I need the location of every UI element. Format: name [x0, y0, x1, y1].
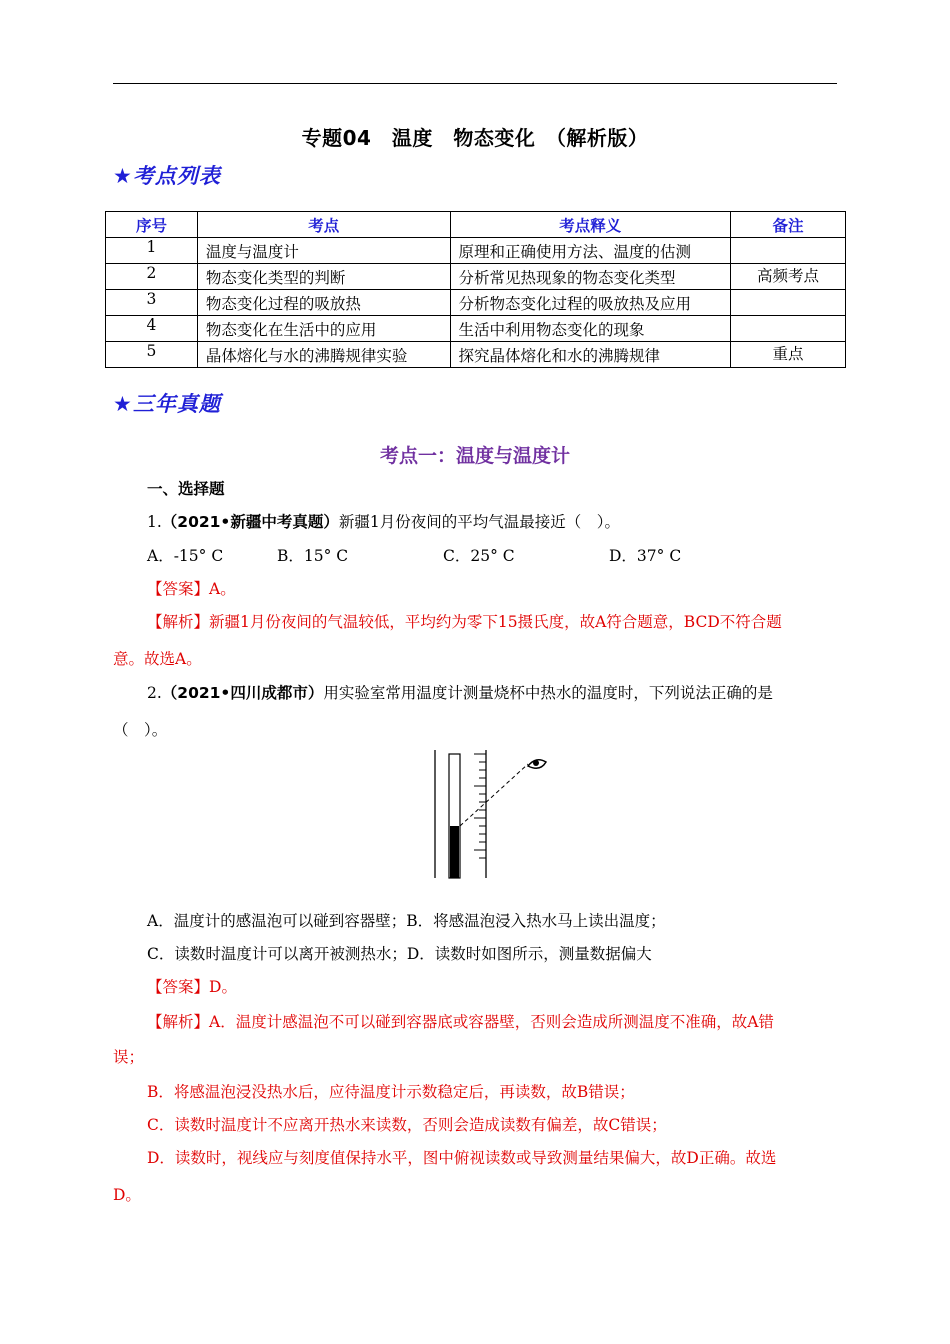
table-cell: 物态变化过程的吸放热 [197, 290, 450, 316]
question-2 [147, 676, 877, 710]
analysis-2 [147, 1005, 877, 1039]
page-title: 专题04 温度 物态变化 （解析版） [301, 126, 649, 150]
question-text: 新疆1月份夜间的平均气温最接近（ ）。 [338, 513, 620, 531]
answer-value: A。 [209, 580, 236, 598]
analysis-text: 新疆1月份夜间的气温较低，平均约为零下15摄氏度，故A符合题意，BCD不符合题 [209, 613, 782, 631]
analysis-2-b: B．将感温泡浸没热水后，应待温度计示数稳定后，再读数，故B错误； [147, 1083, 635, 1101]
question-source: （2021•新疆中考真题） [161, 513, 339, 531]
subsection-heading: 一、选择题 [147, 480, 225, 498]
option-d: D．37° C [609, 547, 682, 565]
question-number: 1. [147, 513, 162, 531]
answer-tag: 【答案】 [147, 580, 210, 598]
analysis-text: A．温度计感温泡不可以碰到容器底或容器壁，否则会造成所测温度不准确，故A错 [209, 1013, 774, 1031]
answer-tag: 【答案】 [147, 978, 210, 996]
analysis-1-cont: 意。故选A。 [113, 650, 202, 668]
table-header: 考点释义 [450, 212, 731, 238]
table-cell: 探究晶体熔化和水的沸腾规律 [450, 342, 731, 368]
table-header: 考点 [197, 212, 450, 238]
analysis-tag: 【解析】 [147, 1013, 210, 1031]
answer-2 [147, 970, 877, 1004]
table-cell: 2 [106, 264, 198, 290]
table-row [106, 342, 846, 368]
answer-value: D。 [209, 978, 237, 996]
table-row [106, 316, 846, 342]
table-cell [731, 238, 846, 264]
analysis-2-d: D．读数时，视线应与刻度值保持水平，图中俯视读数或导致测量结果偏大，故D正确。故选 [147, 1149, 777, 1167]
table-row [106, 290, 846, 316]
section-heading-label: 三年真题 [132, 392, 221, 416]
topic-heading: 考点一：温度与温度计 [379, 445, 570, 467]
thermometer-liquid [450, 826, 459, 878]
thermometer-scale [474, 754, 486, 858]
table-cell [731, 316, 846, 342]
table-header: 序号 [106, 212, 198, 238]
table-row [106, 238, 846, 264]
analysis-2-c: C．读数时温度计不应离开热水来读数，否则会造成读数有偏差，故C错误； [147, 1116, 667, 1134]
header-rule [113, 83, 837, 84]
star-icon: ★ [113, 392, 133, 416]
table-cell: 分析常见热现象的物态变化类型 [450, 264, 731, 290]
question-2-options-cd: C．读数时温度计可以离开被测热水；D．读数时如图所示，测量数据偏大 [147, 945, 652, 963]
table-cell: 物态变化类型的判断 [197, 264, 450, 290]
table-header-row [106, 212, 846, 238]
answer-1 [147, 572, 877, 606]
table-cell: 原理和正确使用方法、温度的估测 [450, 238, 731, 264]
table-row [106, 264, 846, 290]
table-cell [731, 290, 846, 316]
question-2-cont: （ ）。 [113, 721, 168, 739]
table-cell: 高频考点 [731, 264, 846, 290]
table-cell: 温度与温度计 [197, 238, 450, 264]
table-cell: 物态变化在生活中的应用 [197, 316, 450, 342]
option-c: C．25° C [443, 547, 515, 565]
question-number: 2. [147, 684, 162, 702]
question-text: 用实验室常用温度计测量烧杯中热水的温度时，下列说法正确的是 [323, 684, 773, 702]
topic-table [105, 211, 846, 368]
analysis-2-d-cont: D。 [113, 1186, 141, 1204]
table-cell: 4 [106, 316, 198, 342]
section-heading-topic-list [113, 160, 221, 190]
table-cell: 晶体熔化与水的沸腾规律实验 [197, 342, 450, 368]
table-cell: 3 [106, 290, 198, 316]
star-icon: ★ [113, 164, 133, 188]
section-heading-past-exams [113, 388, 221, 418]
table-cell: 1 [106, 238, 198, 264]
table-cell: 生活中利用物态变化的现象 [450, 316, 731, 342]
question-1 [147, 505, 877, 539]
table-header: 备注 [731, 212, 846, 238]
table-cell: 重点 [731, 342, 846, 368]
eye-icon [528, 760, 546, 769]
option-a: A．-15° C [147, 547, 224, 565]
table-cell: 5 [106, 342, 198, 368]
analysis-2-a-cont: 误； [113, 1048, 145, 1066]
question-source: （2021•四川成都市） [161, 684, 324, 702]
question-2-options-ab: A．温度计的感温泡可以碰到容器壁；B．将感温泡浸入热水马上读出温度； [147, 912, 666, 930]
analysis-1 [147, 605, 877, 639]
sight-line [460, 764, 528, 826]
option-b: B．15° C [277, 547, 349, 565]
section-heading-label: 考点列表 [132, 164, 221, 188]
analysis-tag: 【解析】 [147, 613, 210, 631]
table-cell: 分析物态变化过程的吸放热及应用 [450, 290, 731, 316]
thermometer-diagram [432, 748, 552, 880]
